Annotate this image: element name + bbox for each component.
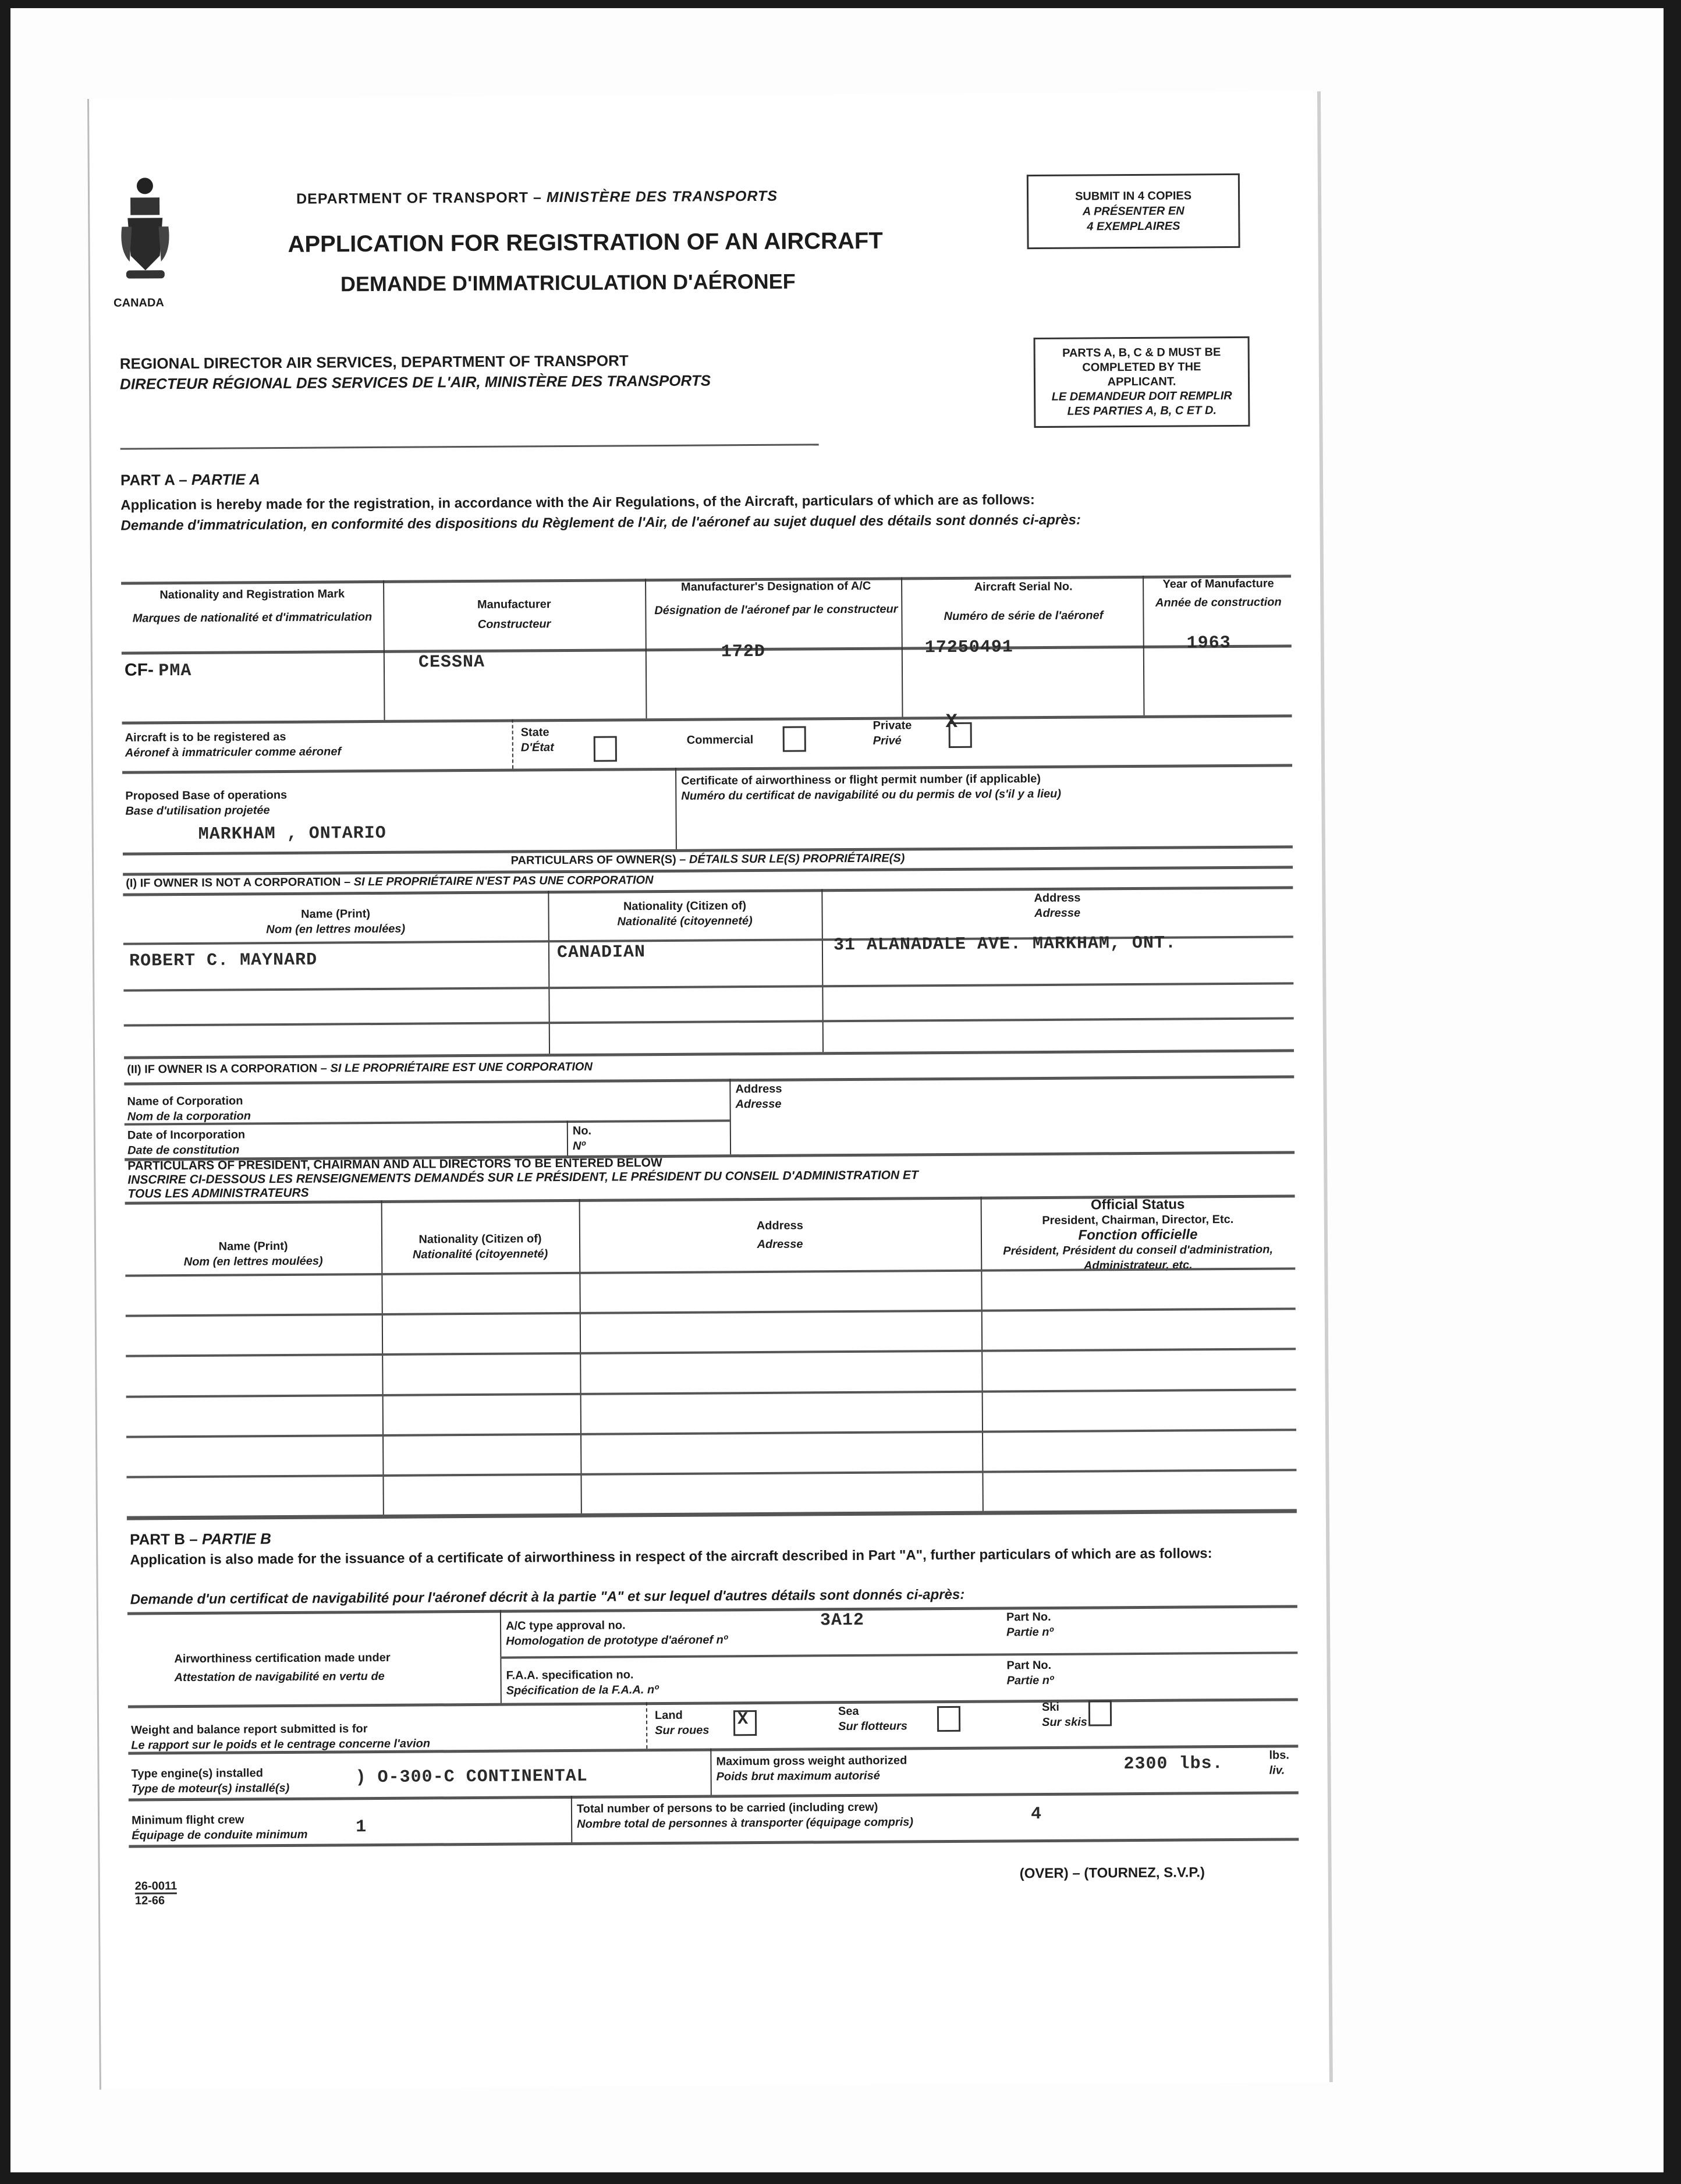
check-mark-icon: X — [737, 1710, 749, 1730]
label-en: Ski — [1041, 1700, 1060, 1714]
part-a-label-fr: PARTIE A — [191, 470, 260, 488]
label-en: Date of Incorporation — [127, 1128, 246, 1142]
col-label: Year of Manufacture — [1162, 577, 1274, 591]
label-en: (II) IF OWNER IS A CORPORATION — [127, 1062, 318, 1076]
director-row[interactable] — [126, 1469, 1296, 1516]
certification-label — [174, 1648, 391, 1687]
individual-heading: (I) IF OWNER IS NOT A CORPORATION – SI LE PROPRIÉTAIRE N'EST PAS UNE CORPORATION — [126, 874, 654, 890]
addressee-line — [120, 444, 819, 449]
part-a-intro: Application is hereby made for the registration, in accordance with the Air Regulations, of the Aircraft, particulars of which are as follows: — [120, 492, 1035, 513]
submit-line-2: A PRÉSENTER EN — [1082, 204, 1184, 218]
label-en: Maximum gross weight authorized — [716, 1754, 907, 1768]
check-mark-icon: X — [945, 711, 959, 734]
label-fr: SI LE PROPRIÉTAIRE N'EST PAS UNE CORPORATION — [353, 874, 654, 889]
label-fr: TOUS LES ADMINISTRATEURS — [127, 1186, 309, 1201]
type-approval-label — [506, 1617, 728, 1648]
label-fr: Aéronef à immatriculer comme aéronef — [125, 745, 342, 760]
director-name-header — [125, 1238, 381, 1270]
label-fr: D'État — [520, 741, 554, 754]
persons-field[interactable]: 4 — [1030, 1804, 1042, 1825]
form-number-date: 12-66 — [134, 1894, 165, 1908]
label-fr: Nom (en lettres moulées) — [266, 922, 406, 937]
label-en: Address — [735, 1082, 782, 1096]
max-weight-field[interactable]: 2300 lbs. — [1123, 1754, 1223, 1775]
coat-of-arms-icon — [119, 174, 172, 291]
designation-field[interactable]: 172D — [721, 641, 765, 662]
label-fr: Numéro du certificat de navigabilité ou du permis de vol (s'il y a lieu) — [681, 787, 1062, 803]
weight-balance-label — [131, 1721, 430, 1753]
incorporation-date-label[interactable] — [127, 1127, 246, 1158]
country-label: CANADA — [114, 296, 164, 310]
option-ski — [1042, 1700, 1087, 1730]
label-fr: Le rapport sur le poids et le centrage concerne l'avion — [131, 1737, 431, 1752]
label-en: Private — [873, 719, 912, 732]
option-land — [655, 1708, 710, 1739]
label-fr: Partie nº — [1006, 1674, 1054, 1687]
owner-name-header — [123, 905, 548, 938]
rule — [129, 1791, 1299, 1801]
label-fr: Nom de la corporation — [127, 1109, 251, 1123]
part-b-label-fr: PARTIE B — [201, 1530, 271, 1548]
weight-unit — [1269, 1747, 1289, 1778]
registration-value: PMA — [158, 661, 192, 682]
label-en: Nationality (Citizen of) — [623, 899, 747, 913]
owner-nationality-field[interactable]: CANADIAN — [556, 942, 646, 963]
owner-row — [123, 933, 1293, 980]
submit-line-3: 4 EXEMPLAIRES — [1087, 219, 1180, 233]
label-fr: Adresse — [757, 1238, 803, 1251]
col-label: Aircraft Serial No. — [974, 580, 1073, 594]
label-en: Airworthiness certification made under — [174, 1651, 391, 1666]
label-fr: Homologation de prototype d'aéronef nº — [506, 1633, 728, 1648]
over-note: (OVER) – (TOURNEZ, S.V.P.) — [1019, 1864, 1205, 1882]
part-no-label[interactable] — [1006, 1609, 1054, 1640]
col-divider — [729, 1079, 731, 1154]
label-en: Name (Print) — [218, 1239, 288, 1253]
private-checkbox[interactable] — [945, 711, 972, 748]
col-label-fr: Marques de nationalité et d'immatriculation — [132, 611, 373, 625]
option-sea — [838, 1703, 907, 1734]
col-label: Manufacturer — [477, 598, 551, 611]
rule — [500, 1651, 1297, 1658]
engine-label — [132, 1765, 290, 1797]
director-row[interactable] — [126, 1348, 1296, 1395]
label-en: PARTICULARS OF PRESIDENT, CHAIRMAN AND ALL DIRECTORS TO BE ENTERED BELOW — [127, 1156, 662, 1173]
option-commercial: Commercial — [686, 733, 754, 747]
col-divider — [567, 1121, 568, 1155]
owner-nationality-header — [548, 898, 821, 930]
submit-copies-box — [1027, 173, 1240, 249]
label-en: Official Status — [1090, 1196, 1185, 1213]
label-fr: Nom (en lettres moulées) — [183, 1254, 323, 1269]
faa-spec-label[interactable] — [506, 1667, 658, 1699]
parts-required-box — [1034, 336, 1250, 428]
label-en: No. — [572, 1124, 592, 1137]
label-fr: Date de constitution — [127, 1143, 240, 1157]
part-a-label: PART A — [120, 471, 175, 489]
label-en: Address — [1034, 891, 1081, 905]
part-a-heading: PART A – PARTIE A — [120, 470, 260, 489]
corporation-heading: (II) IF OWNER IS A CORPORATION – SI LE PROPRIÉTAIRE EST UNE CORPORATION — [127, 1060, 593, 1076]
registration-prefix: CF- — [124, 660, 154, 680]
label-en: State — [520, 726, 549, 739]
label-fr: Nombre total de personnes à transporter (équipage compris) — [577, 1816, 914, 1831]
label-en: Weight and balance report submitted is for — [131, 1722, 368, 1737]
label-fr: Poids brut maximum autorisé — [716, 1769, 880, 1784]
form-number — [135, 1880, 178, 1907]
rule — [128, 1698, 1298, 1708]
label-en: Type engine(s) installed — [131, 1767, 263, 1781]
year-field[interactable]: 1963 — [1186, 633, 1231, 654]
registered-as-label — [125, 729, 342, 760]
label-en: A/C type approval no. — [505, 1619, 626, 1633]
serial-field[interactable]: 17250491 — [924, 637, 1013, 658]
max-weight-label — [716, 1753, 907, 1784]
label-fr: INSCRIRE CI-DESSOUS LES RENSEIGNEMENTS DEMANDÉS SUR LE PRÉSIDENT, LE PRÉSIDENT DU CONSEIL D'ADMINISTRATION ET — [127, 1168, 918, 1187]
col-serial-header — [904, 579, 1143, 625]
label-en: F.A.A. specification no. — [506, 1668, 634, 1682]
label-en: Land — [654, 1708, 683, 1722]
label-en: Address — [756, 1219, 803, 1233]
director-status-header — [981, 1196, 1296, 1274]
state-checkbox[interactable] — [594, 736, 617, 761]
label-en: PARTICULARS OF OWNER(S) — [510, 853, 676, 867]
base-label — [125, 788, 287, 819]
part-b-intro: Application is also made for the issuance of a certificate of airworthiness in respect of the aircraft described in Part "A", further particulars of which are as follows: — [130, 1545, 1212, 1568]
parts-line-2: COMPLETED BY THE — [1082, 360, 1201, 374]
label-en: Part No. — [1006, 1610, 1051, 1624]
part-b-label: PART B — [130, 1530, 186, 1548]
certificate-field[interactable] — [681, 804, 1286, 843]
label-fr: SI LE PROPRIÉTAIRE EST UNE CORPORATION — [330, 1060, 593, 1075]
directors-heading — [127, 1154, 918, 1201]
label-fr: Base d'utilisation projetée — [125, 804, 270, 818]
min-crew-field[interactable]: 1 — [356, 1817, 367, 1838]
submit-line-1: SUBMIT IN 4 COPIES — [1074, 189, 1192, 203]
label-en: Name (Print) — [301, 907, 371, 921]
base-field[interactable]: MARKHAM , ONTARIO — [198, 823, 386, 845]
col-designation-header — [651, 578, 901, 618]
part-a-intro-fr: Demande d'immatriculation, en conformité des dispositions du Règlement de l'Air, de l'aéronef au sujet duquel des détails sont donnés ci-après: — [120, 512, 1081, 534]
corporation-name-label[interactable] — [127, 1093, 251, 1124]
part-b-intro-fr: Demande d'un certificat de navigabilité pour l'aéronef décrit à la partie "A" et sur lequel d'autres détails sont donnés ci-après: — [130, 1586, 965, 1608]
director-row[interactable] — [125, 1267, 1295, 1314]
owner-address-header — [821, 889, 1293, 922]
label-en: Part No. — [1006, 1658, 1052, 1672]
label-en: Sea — [838, 1704, 859, 1718]
director-address-header — [579, 1217, 981, 1253]
label-en: Total number of persons to be carried (including crew) — [576, 1800, 878, 1816]
certificate-label — [681, 771, 1061, 804]
label-fr: Privé — [873, 734, 902, 747]
label-sub: President, Chairman, Director, Etc. — [1042, 1213, 1234, 1228]
col-label-fr: Constructeur — [477, 618, 551, 631]
col-label: Manufacturer's Designation of A/C — [680, 579, 871, 594]
label-fr: Fonction officielle — [1078, 1226, 1198, 1243]
col-label-fr: Année de construction — [1155, 595, 1282, 609]
label-fr-sub: Président, Président du conseil d'administration, Administrateur, etc. — [1003, 1243, 1274, 1272]
form-number-code: 26-0011 — [135, 1880, 177, 1894]
type-approval-field[interactable]: 3A12 — [820, 1610, 865, 1631]
col-registration-header — [121, 586, 383, 626]
director-row[interactable] — [126, 1388, 1296, 1435]
label-fr: Équipage de conduite minimum — [132, 1828, 308, 1842]
parts-line-3: APPLICANT. — [1107, 375, 1176, 389]
col-divider — [710, 1749, 711, 1795]
owner-address-field[interactable]: 31 ALANADALE AVE. MARKHAM, ONT. — [833, 933, 1177, 956]
persons-label — [577, 1799, 913, 1832]
department-line: DEPARTMENT OF TRANSPORT – MINISTÈRE DES TRANSPORTS — [296, 187, 778, 207]
part-no-label[interactable] — [1006, 1658, 1054, 1688]
department: DEPARTMENT OF TRANSPORT — [296, 189, 529, 207]
label-en: Proposed Base of operations — [125, 788, 288, 803]
label-fr: Nº — [572, 1139, 586, 1153]
col-manufacturer-header — [383, 596, 645, 633]
rule — [124, 1075, 1294, 1085]
department-fr: MINISTÈRE DES TRANSPORTS — [546, 187, 778, 206]
manufacturer-field[interactable]: CESSNA — [418, 652, 485, 673]
label-en: Certificate of airworthiness or flight permit number (if applicable) — [681, 772, 1041, 788]
col-year-header — [1146, 576, 1291, 611]
label-en: Nationality (Citizen of) — [419, 1232, 542, 1246]
corporation-address-label[interactable] — [735, 1082, 782, 1112]
label-fr: Partie nº — [1006, 1625, 1054, 1639]
label-fr: Nationalité (citoyenneté) — [617, 914, 753, 928]
label-fr: Adresse — [1034, 906, 1081, 920]
label-en: (I) IF OWNER IS NOT A CORPORATION — [126, 875, 341, 890]
col-divider — [646, 1702, 647, 1749]
col-label-fr: Désignation de l'aéronef par le constructeur — [654, 602, 898, 618]
incorporation-no-label[interactable] — [573, 1123, 592, 1154]
addressee: REGIONAL DIRECTOR AIR SERVICES, DEPARTMENT OF TRANSPORT — [119, 352, 629, 373]
label-fr: Nationalité (citoyenneté) — [412, 1247, 548, 1261]
col-divider — [512, 719, 514, 769]
label-fr: Adresse — [735, 1097, 782, 1111]
label-en: Aircraft is to be registered as — [125, 730, 286, 744]
rule — [122, 764, 1292, 774]
col-label-fr: Numéro de série de l'aéronef — [944, 609, 1104, 623]
engine-field[interactable]: ) O-300-C CONTINENTAL — [355, 1766, 588, 1788]
sea-checkbox[interactable] — [937, 1706, 960, 1732]
label-fr: Sur skis — [1042, 1715, 1087, 1729]
rule — [122, 644, 1292, 654]
label-fr: DÉTAILS SUR LE(S) PROPRIÉTAIRE(S) — [689, 852, 905, 866]
registration-form — [87, 91, 1333, 2090]
parts-line-5: LES PARTIES A, B, C ET D. — [1067, 404, 1217, 418]
rule — [122, 714, 1292, 724]
registration-field[interactable] — [125, 660, 192, 682]
owners-heading: PARTICULARS OF OWNER(S) – DÉTAILS SUR LE(S) PROPRIÉTAIRE(S) — [510, 852, 905, 867]
option-private — [873, 718, 912, 748]
min-crew-label — [132, 1812, 308, 1843]
commercial-checkbox[interactable] — [783, 726, 806, 751]
label-fr: Spécification de la F.A.A. nº — [506, 1683, 659, 1697]
rule — [125, 1267, 1295, 1277]
addressee-fr: DIRECTEUR RÉGIONAL DES SERVICES DE L'AIR, MINISTÈRE DES TRANSPORTS — [119, 371, 711, 393]
ski-checkbox[interactable] — [1088, 1700, 1112, 1726]
form-title-fr: DEMANDE D'IMMATRICULATION D'AÉRONEF — [340, 269, 796, 296]
land-checkbox[interactable] — [733, 1710, 757, 1736]
label-fr: Sur flotteurs — [838, 1719, 908, 1733]
label-fr: liv. — [1269, 1764, 1285, 1777]
label-en: lbs. — [1269, 1749, 1289, 1762]
parts-line-4: LE DEMANDEUR DOIT REMPLIR — [1051, 389, 1232, 403]
form-title: APPLICATION FOR REGISTRATION OF AN AIRCRAFT — [288, 228, 883, 257]
col-divider — [675, 768, 677, 849]
col-divider — [571, 1796, 572, 1842]
director-row[interactable] — [126, 1428, 1296, 1476]
part-b-heading: PART B – PARTIE B — [130, 1530, 271, 1548]
col-label: Nationality and Registration Mark — [159, 587, 345, 602]
label-en: Minimum flight crew — [132, 1813, 244, 1827]
option-state — [521, 725, 554, 755]
label-en: Name of Corporation — [127, 1094, 243, 1108]
owner-name-field[interactable]: ROBERT C. MAYNARD — [129, 950, 318, 972]
label-fr: Attestation de navigabilité en vertu de — [174, 1669, 385, 1685]
label-fr: Sur roues — [655, 1724, 710, 1738]
label-fr: Type de moteur(s) installé(s) — [131, 1781, 290, 1796]
director-row[interactable] — [126, 1308, 1296, 1355]
parts-line-1: PARTS A, B, C & D MUST BE — [1062, 346, 1221, 360]
director-nationality-header — [381, 1231, 579, 1263]
